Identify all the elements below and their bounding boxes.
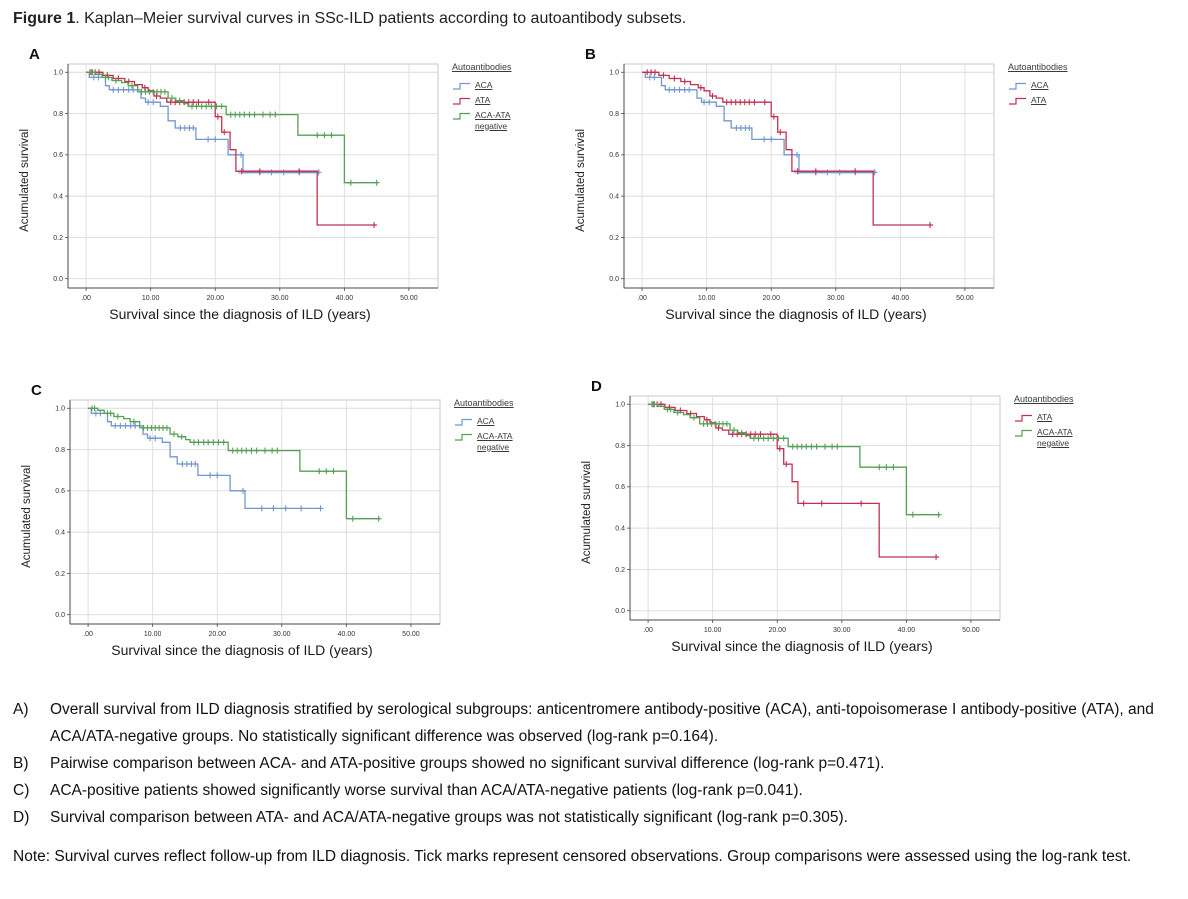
svg-text:0.0: 0.0 — [55, 612, 65, 620]
svg-text:.00: .00 — [637, 295, 647, 302]
legend-entry — [452, 110, 544, 131]
caption-item-b — [13, 750, 1173, 777]
legend-d — [1014, 394, 1106, 451]
svg-text:40.00: 40.00 — [337, 631, 356, 638]
legend-c — [454, 398, 546, 455]
svg-text:30.00: 30.00 — [271, 295, 289, 302]
step-line-icon — [1008, 95, 1028, 107]
svg-text:0.4: 0.4 — [53, 193, 63, 201]
km-chart-a — [34, 54, 446, 306]
svg-text:.00: .00 — [81, 295, 91, 302]
y-axis-label-text: Acumulated survival — [21, 464, 33, 568]
km-chart-d — [596, 386, 1008, 638]
svg-text:0.0: 0.0 — [615, 608, 625, 616]
caption-label: C) — [13, 782, 30, 799]
panel-letter-d: D — [591, 378, 602, 395]
legend-entry — [454, 431, 546, 452]
svg-text:0.0: 0.0 — [53, 276, 63, 284]
legend-entry — [1014, 427, 1106, 448]
legend-entry — [452, 80, 544, 92]
panel-d — [578, 376, 1106, 654]
svg-text:20.00: 20.00 — [768, 627, 786, 634]
y-axis-label — [16, 54, 34, 306]
legend-entry-label: ATA — [1031, 95, 1047, 105]
svg-text:30.00: 30.00 — [827, 295, 845, 302]
caption-text: Overall survival from ILD diagnosis stratified by serological subgroups: anticentromere antibody-positive (ACA), anti-topoisomerase I antibody-positive (ATA), and ACA/ATA-negative groups. No statistically significant difference was observed (log-rank p=0.164). — [50, 701, 1154, 745]
legend-entries-c — [454, 416, 546, 452]
legend-entry-label: ACA-ATA negative — [475, 110, 511, 131]
caption-text: Pairwise comparison between ACA- and ATA-positive groups showed no significant survival difference (log-rank p=0.471). — [50, 755, 885, 772]
figure-title-label: Figure 1 — [13, 10, 76, 27]
svg-text:0.4: 0.4 — [55, 529, 65, 537]
legend-entry — [1014, 412, 1106, 424]
svg-text:10.00: 10.00 — [703, 627, 722, 634]
y-axis-label-text: Acumulated survival — [575, 128, 587, 232]
panel-letter-b: B — [585, 46, 596, 63]
svg-text:10.00: 10.00 — [143, 631, 162, 638]
svg-text:0.6: 0.6 — [53, 152, 63, 160]
legend-entry-label: ACA — [477, 416, 495, 426]
svg-text:40.00: 40.00 — [897, 627, 916, 634]
step-line-icon — [454, 431, 474, 443]
figure-captions — [13, 696, 1173, 870]
svg-text:1.0: 1.0 — [609, 69, 619, 77]
x-axis-label: Survival since the diagnosis of ILD (years) — [665, 306, 927, 322]
svg-text:.00: .00 — [643, 627, 653, 634]
legend-title: Autoantibodies — [1008, 62, 1068, 72]
legend-b — [1008, 62, 1100, 110]
legend-entries-d — [1014, 412, 1106, 448]
legend-title: Autoantibodies — [454, 398, 514, 408]
step-line-icon — [454, 416, 474, 428]
svg-text:0.2: 0.2 — [615, 566, 625, 574]
caption-item-a — [13, 696, 1173, 750]
y-axis-label-text: Acumulated survival — [581, 460, 593, 564]
svg-text:50.00: 50.00 — [400, 295, 418, 302]
x-axis-label: Survival since the diagnosis of ILD (years) — [671, 638, 933, 654]
km-chart-c — [36, 390, 448, 642]
caption-text: Survival comparison between ATA- and ACA/ATA-negative groups was not statistically significant (log-rank p=0.305). — [50, 809, 848, 826]
svg-text:0.8: 0.8 — [53, 110, 63, 118]
svg-text:0.6: 0.6 — [609, 152, 619, 160]
legend-title: Autoantibodies — [1014, 394, 1074, 404]
legend-entries-a — [452, 80, 544, 131]
legend-entry-label: ACA — [475, 80, 493, 90]
svg-text:0.2: 0.2 — [53, 234, 63, 242]
y-axis-label — [572, 54, 590, 306]
legend-entry — [1008, 80, 1100, 92]
figure-title — [13, 10, 686, 28]
svg-text:0.4: 0.4 — [615, 525, 625, 533]
step-line-icon — [1014, 427, 1034, 439]
panel-letter-c: C — [31, 382, 42, 399]
y-axis-label — [578, 386, 596, 638]
svg-text:0.2: 0.2 — [55, 570, 65, 578]
caption-item-c — [13, 777, 1173, 804]
svg-text:0.4: 0.4 — [609, 193, 619, 201]
figure-note: Note: Survival curves reflect follow-up from ILD diagnosis. Tick marks represent censored observations. Group comparisons were assessed using the log-rank test. — [13, 848, 1132, 865]
svg-text:50.00: 50.00 — [402, 631, 420, 638]
caption-label: B) — [13, 755, 29, 772]
svg-text:30.00: 30.00 — [833, 627, 851, 634]
svg-text:20.00: 20.00 — [206, 295, 224, 302]
step-line-icon — [1014, 412, 1034, 424]
svg-text:20.00: 20.00 — [208, 631, 226, 638]
y-axis-label — [18, 390, 36, 642]
step-line-icon — [1008, 80, 1028, 92]
step-line-icon — [452, 95, 472, 107]
y-axis-label-text: Acumulated survival — [19, 128, 31, 232]
legend-entry — [1008, 95, 1100, 107]
step-line-icon — [452, 110, 472, 122]
svg-text:1.0: 1.0 — [53, 69, 63, 77]
legend-entry-label: ACA-ATA negative — [1037, 427, 1073, 448]
svg-text:0.6: 0.6 — [615, 484, 625, 492]
svg-text:20.00: 20.00 — [762, 295, 780, 302]
legend-a — [452, 62, 544, 134]
svg-text:0.8: 0.8 — [609, 110, 619, 118]
svg-text:30.00: 30.00 — [273, 631, 291, 638]
svg-text:0.8: 0.8 — [615, 442, 625, 450]
svg-text:0.2: 0.2 — [609, 234, 619, 242]
caption-label: D) — [13, 809, 30, 826]
legend-title: Autoantibodies — [452, 62, 512, 72]
panel-letter-a: A — [29, 46, 40, 63]
svg-text:0.0: 0.0 — [609, 276, 619, 284]
x-axis-label: Survival since the diagnosis of ILD (years) — [109, 306, 371, 322]
svg-text:50.00: 50.00 — [962, 627, 980, 634]
svg-text:0.6: 0.6 — [55, 488, 65, 496]
panel-a — [16, 44, 544, 322]
legend-entry-label: ACA — [1031, 80, 1049, 90]
x-axis-label: Survival since the diagnosis of ILD (years) — [111, 642, 373, 658]
km-chart-b — [590, 54, 1002, 306]
caption-label: A) — [13, 701, 29, 718]
svg-text:1.0: 1.0 — [55, 405, 65, 413]
svg-text:.00: .00 — [83, 631, 93, 638]
svg-text:10.00: 10.00 — [141, 295, 160, 302]
svg-text:40.00: 40.00 — [335, 295, 354, 302]
legend-entry — [452, 95, 544, 107]
svg-text:1.0: 1.0 — [615, 401, 625, 409]
legend-entry-label: ATA — [1037, 412, 1053, 422]
legend-entry-label: ACA-ATA negative — [477, 431, 513, 452]
legend-entries-b — [1008, 80, 1100, 107]
svg-text:50.00: 50.00 — [956, 295, 974, 302]
legend-entry — [454, 416, 546, 428]
panel-c — [18, 380, 546, 658]
caption-text: ACA-positive patients showed significantly worse survival than ACA/ATA-negative patients (log-rank p=0.041). — [50, 782, 803, 799]
figure-title-text: . Kaplan–Meier survival curves in SSc-ILD patients according to autoantibody subsets. — [75, 10, 687, 27]
svg-text:40.00: 40.00 — [891, 295, 910, 302]
panel-b — [572, 44, 1100, 322]
step-line-icon — [452, 80, 472, 92]
svg-text:0.8: 0.8 — [55, 446, 65, 454]
svg-text:10.00: 10.00 — [697, 295, 716, 302]
caption-item-d — [13, 804, 1173, 831]
legend-entry-label: ATA — [475, 95, 491, 105]
